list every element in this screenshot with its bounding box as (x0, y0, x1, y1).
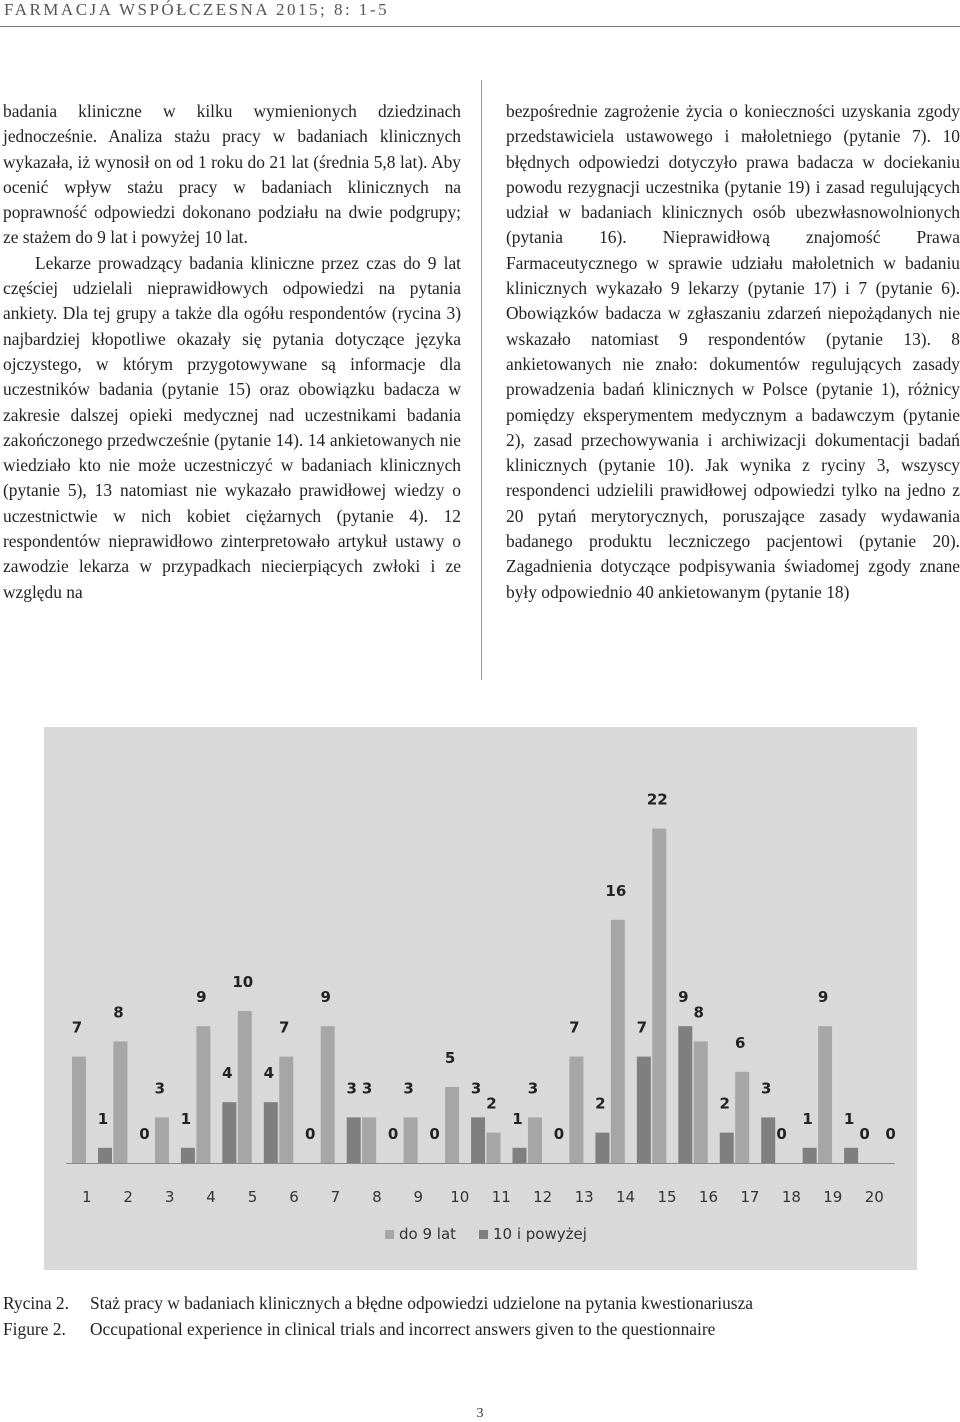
bar-q1-s2 (98, 1148, 112, 1163)
data-label-q18-s1: 0 (776, 1125, 787, 1143)
x-tick-label-14: 14 (616, 1188, 636, 1206)
data-label-q14-s1: 16 (605, 881, 627, 900)
data-label-q6-s1: 7 (279, 1018, 290, 1037)
x-tick-label-15: 15 (657, 1188, 677, 1206)
bar-q14-s1 (611, 920, 625, 1163)
bar-q19-s2 (844, 1148, 858, 1163)
x-tick-label-2: 2 (123, 1188, 133, 1206)
data-label-q4-s1: 9 (196, 988, 207, 1007)
data-label-q15-s1: 22 (646, 790, 668, 809)
data-label-q13-s2: 2 (595, 1094, 606, 1113)
data-label-q15-s2: 9 (678, 988, 689, 1007)
data-label-q4-s2: 4 (222, 1064, 233, 1083)
data-label-q9-s2: 0 (429, 1125, 440, 1143)
header-rule (0, 26, 960, 27)
page-number: 3 (476, 1406, 484, 1421)
data-label-q19-s2: 1 (843, 1109, 855, 1128)
right-paragraph-1: bezpośrednie zagrożenie życia o konieczności uzyskania zgody przedstawiciela ustawowego i małoletniego (pytanie 7). 10 błędnych odpowiedzi dotyczyło prawa badacza w dociekaniu powodu rezygnacji uczestnika (pytanie 19) i zasad regulujących udział w badaniach klinicznych osób ubezwłasnowolnionych (pytania 16). Nieprawidłową znajomość Prawa Farmaceutycznego w sprawie udziału małoletnich w badaniu klinicznych wykazało 9 lekarzy (pytanie 17) i 7 (pytanie 6). Obowiązków badacza w zgłaszaniu zdarzeń niepożądanych nie wskazało natomiast 9 respondentów (pytanie 13). 8 ankietowanych nie znało: dokumentów regulujących zasady prowadzenia badań klinicznych w Polsce (pytanie 1), różnicy pomiędzy eksperymentem medycznym a badawczym (pytanie 2), zasad przechowywania i archiwizacji dokumentacji badań klinicznych (pytanie 10). Jak wynika z ryciny 3, wszyscy respondenci udzielili prawidłowej odpowiedzi tylko na jedno z 20 pytań merytorycznych, poruszające zasady wydawania badanego produktu leczniczego pacjentowi (pytanie 20). Zagadnienia dotyczące podpisywania świadomej zgody znane były odpowiednio 40 ankietowanym (pytanie 18) (506, 101, 960, 602)
data-label-q18-s2: 1 (802, 1109, 813, 1128)
x-tick-label-11: 11 (491, 1188, 511, 1206)
bar-chart (44, 727, 917, 1270)
bar-q4-s2 (222, 1102, 236, 1163)
data-label-q10-s1: 5 (444, 1049, 456, 1067)
data-label-q11-s2: 1 (512, 1109, 523, 1128)
bar-q13-s2 (595, 1133, 609, 1163)
x-tick-label-18: 18 (781, 1188, 801, 1206)
x-tick-label-5: 5 (247, 1188, 258, 1206)
bar-q17-s1 (735, 1072, 749, 1163)
data-label-q7-s2: 3 (346, 1079, 357, 1098)
x-tick-label-8: 8 (372, 1188, 382, 1206)
x-tick-label-7: 7 (330, 1188, 341, 1206)
data-label-q6-s2: 0 (305, 1125, 316, 1143)
data-label-q7-s1: 9 (320, 988, 331, 1007)
data-label-q5-s1: 10 (232, 973, 254, 991)
bar-q14-s2 (637, 1057, 651, 1163)
bar-q6-s1 (279, 1057, 293, 1163)
data-label-q8-s1: 3 (361, 1079, 373, 1098)
bar-q4-s1 (196, 1026, 210, 1163)
data-label-q20-s1: 0 (859, 1125, 870, 1143)
caption-english-text: Occupational experience in clinical trials and incorrect answers given to the questionnaire (90, 1319, 716, 1339)
data-label-q3-s2: 1 (180, 1109, 192, 1128)
bar-chart-svg (44, 727, 917, 1270)
data-label-q1-s2: 1 (97, 1109, 109, 1128)
bar-q5-s1 (238, 1011, 252, 1163)
caption-english-label: Figure 2. (3, 1319, 66, 1339)
data-label-q19-s1: 9 (817, 988, 829, 1007)
data-label-q16-s2: 2 (719, 1094, 730, 1113)
bar-q10-s1 (445, 1087, 459, 1163)
x-tick-label-20: 20 (864, 1188, 884, 1206)
caption-polish-label: Rycina 2. (3, 1293, 69, 1313)
data-label-q20-s2: 0 (885, 1125, 896, 1143)
column-divider (481, 80, 482, 680)
bar-q3-s1 (155, 1117, 169, 1163)
journal-citation: 2015; 8: 1-5 (275, 0, 390, 19)
data-label-q3-s1: 3 (154, 1079, 166, 1098)
legend-swatch-1 (385, 1230, 394, 1239)
data-label-q9-s1: 3 (403, 1079, 414, 1098)
data-label-q2-s2: 0 (139, 1125, 150, 1143)
left-paragraph-1: badania kliniczne w kilku wymienionych dziedzinach jednocześnie. Analiza stażu pracy w badaniach klinicznych wykazała, iż wynosił on od 1 roku do 21 lat (średnia 5,8 lat). Aby ocenić wpływ stażu pracy w badaniach klinicznych na poprawność odpowiedzi dokonano podziału na dwie podgrupy; ze stażem do 9 lat i powyżej 10 lat. (3, 101, 461, 248)
x-tick-label-4: 4 (206, 1188, 216, 1206)
running-head (4, 0, 389, 20)
bar-q17-s2 (761, 1117, 775, 1163)
bar-q3-s2 (181, 1148, 195, 1163)
bar-q15-s2 (678, 1026, 692, 1163)
data-label-q12-s1: 3 (527, 1079, 539, 1098)
legend-label-2: 10 i powyżej (493, 1225, 587, 1243)
x-tick-label-1: 1 (81, 1188, 92, 1206)
data-label-q13-s1: 7 (569, 1018, 580, 1037)
bar-q15-s1 (652, 829, 666, 1163)
left-text-column (3, 99, 461, 605)
bar-q5-s2 (264, 1102, 278, 1163)
bar-q11-s1 (487, 1133, 501, 1163)
data-label-q8-s2: 0 (387, 1125, 399, 1143)
right-text-column (506, 99, 960, 605)
data-label-q11-s1: 2 (486, 1094, 497, 1113)
data-label-q14-s2: 7 (636, 1018, 648, 1037)
data-label-q17-s1: 6 (734, 1033, 746, 1052)
left-paragraph-2: Lekarze prowadzący badania kliniczne przez czas do 9 lat częściej udzielali nieprawidłowych odpowiedzi na pytania ankiety. Dla tej grupy a także dla ogółu respondentów (rycina 3) najbardziej kłopotliwe okazały się pytania dotyczące języka ojczystego, w którym przygotowywane są informacje dla uczestników badania (pytanie 15) oraz obowiązku badacza w zakresie dalszej opieki medycznej nad uczestnikami badania zakończonego przedwcześnie (pytanie 14). 14 ankietowanych nie wiedziało kto nie może uczestniczyć w badaniach klinicznych (pytanie 5), 13 natomiast nie wykazało prawidłowej wiedzy o uczestnictwie w nich kobiet ciężarnych (pytanie 4). 12 respondentów nieprawidłowo zinterpretowało artykuł ustawy o zawodzie lekarza w przypadkach niecierpiących zwłoki i ze względu na (3, 252, 461, 602)
data-label-q10-s2: 3 (470, 1079, 482, 1098)
journal-title: FARMACJA WSPÓŁCZESNA (4, 0, 270, 19)
data-label-q1-s1: 7 (71, 1018, 83, 1037)
x-tick-label-16: 16 (698, 1188, 719, 1206)
caption-polish (3, 1293, 753, 1314)
data-label-q2-s1: 8 (113, 1003, 124, 1022)
data-label-q5-s2: 4 (263, 1064, 275, 1083)
legend-label-1: do 9 lat (399, 1225, 457, 1243)
bar-q7-s1 (321, 1026, 335, 1163)
caption-polish-text: Staż pracy w badaniach klinicznych a błędne odpowiedzi udzielone na pytania kwestionariusza (90, 1293, 754, 1313)
bar-q19-s1 (818, 1026, 832, 1163)
bar-q13-s1 (569, 1057, 583, 1163)
x-tick-label-3: 3 (164, 1188, 175, 1206)
caption-english (3, 1319, 715, 1340)
bar-q1-s1 (72, 1057, 86, 1163)
x-tick-label-12: 12 (533, 1188, 553, 1206)
legend-swatch-2 (479, 1230, 488, 1239)
x-tick-label-10: 10 (450, 1188, 470, 1206)
bar-q18-s2 (803, 1148, 817, 1163)
bar-q2-s1 (113, 1041, 127, 1163)
bar-q11-s2 (513, 1148, 527, 1163)
bar-q16-s1 (694, 1041, 708, 1163)
bar-q16-s2 (720, 1133, 734, 1163)
x-tick-label-13: 13 (574, 1188, 594, 1206)
data-label-q12-s2: 0 (553, 1125, 565, 1143)
data-label-q17-s2: 3 (760, 1079, 772, 1098)
x-tick-label-19: 19 (823, 1188, 843, 1206)
bar-q8-s1 (362, 1117, 376, 1163)
bar-q7-s2 (347, 1117, 361, 1163)
bar-q12-s1 (528, 1117, 542, 1163)
data-label-q16-s1: 8 (693, 1003, 704, 1022)
bar-q9-s1 (404, 1117, 418, 1163)
x-tick-label-17: 17 (740, 1188, 760, 1206)
bar-q10-s2 (471, 1117, 485, 1163)
x-tick-label-9: 9 (413, 1188, 424, 1206)
x-tick-label-6: 6 (289, 1188, 299, 1206)
